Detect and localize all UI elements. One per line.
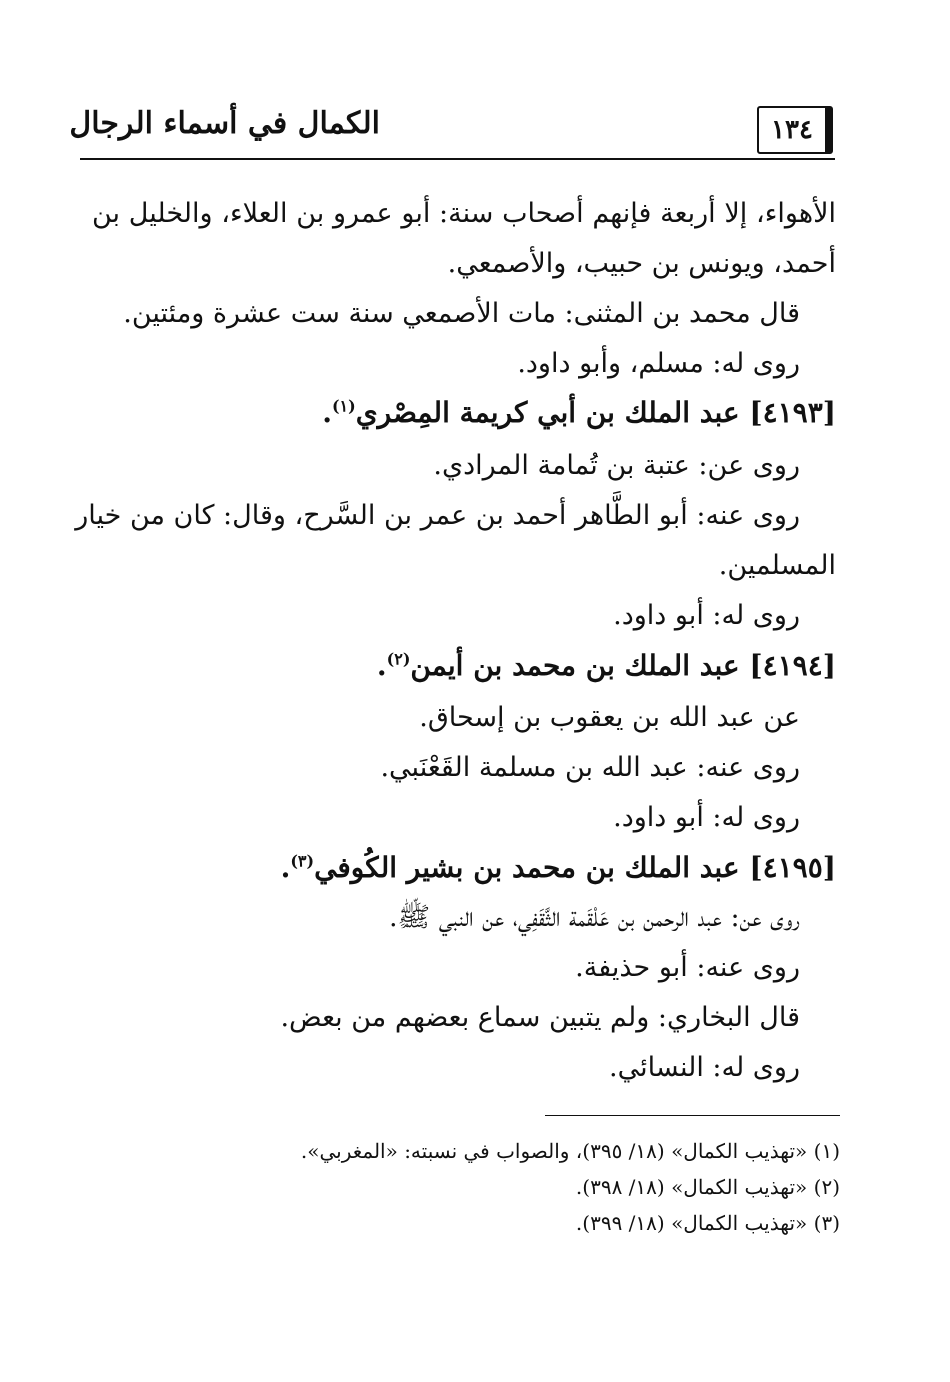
body-line: روى له: أبو داود. [613, 802, 800, 833]
body-line: روى عنه: عبد الله بن مسلمة القَعْنَبي. [380, 752, 800, 783]
entry-heading-text: [٤١٩٤] عبد الملك بن محمد بن أيمن [410, 649, 836, 682]
entry-heading-4193 [322, 393, 836, 433]
body-line: الأهواء، إلا أربعة فإنهم أصحاب سنة: أبو عمرو بن العلاء، والخليل بن [92, 198, 836, 229]
header-rule [80, 158, 835, 160]
body-line: روى له: النسائي. [609, 1052, 800, 1083]
footnote-separator [545, 1115, 840, 1116]
footnote-2: (٢) «تهذيب الكمال» (١٨/ ٣٩٨). [575, 1175, 840, 1199]
body-line: روى عنه: أبو الطَّاهر أحمد بن عمر بن السَّرح، وقال: كان من خيار [75, 500, 800, 531]
footnote-ref: (٣) [290, 851, 315, 871]
page-number-box [757, 106, 833, 154]
footnote-ref: (٢) [386, 649, 411, 669]
entry-heading-4194 [377, 646, 836, 686]
entry-heading-text: [٤١٩٥] عبد الملك بن محمد بن بشير الكُوفي [314, 851, 836, 884]
entry-heading-4195 [281, 848, 836, 888]
body-line: أحمد، ويونس بن حبيب، والأصمعي. [447, 248, 836, 279]
footnote-1: (١) «تهذيب الكمال» (١٨/ ٣٩٥)، والصواب في نسبته: «المغربي». [300, 1139, 840, 1163]
heading-period: . [376, 649, 387, 682]
body-line: قال البخاري: ولم يتبين سماع بعضهم من بعض. [280, 1002, 800, 1033]
body-line: روى له: مسلم، وأبو داود. [517, 348, 800, 379]
body-line: المسلمين. [718, 550, 836, 581]
running-header-title: الكمال في أسماء الرجال [69, 106, 380, 141]
entry-heading-text: [٤١٩٣] عبد الملك بن أبي كريمة المِصْري [355, 396, 836, 429]
body-line: روى عنه: أبو حذيفة. [575, 952, 800, 983]
body-line: روى عن: عبد الرحمن بن عَلْقَمة الثَّقَفِي، عن النبي ﷺ. [388, 902, 800, 933]
footnote-ref: (١) [331, 396, 356, 416]
page-number: ١٣٤ [771, 115, 813, 145]
heading-period: . [280, 851, 291, 884]
heading-period: . [322, 396, 332, 429]
body-line: قال محمد بن المثنى: مات الأصمعي سنة ست عشرة ومئتين. [123, 298, 800, 329]
body-line: روى عن: عتبة بن تُمامة المرادي. [433, 450, 800, 481]
body-line: عن عبد الله بن يعقوب بن إسحاق. [419, 702, 800, 733]
footnote-3: (٣) «تهذيب الكمال» (١٨/ ٣٩٩). [575, 1211, 840, 1235]
body-line: روى له: أبو داود. [613, 600, 800, 631]
